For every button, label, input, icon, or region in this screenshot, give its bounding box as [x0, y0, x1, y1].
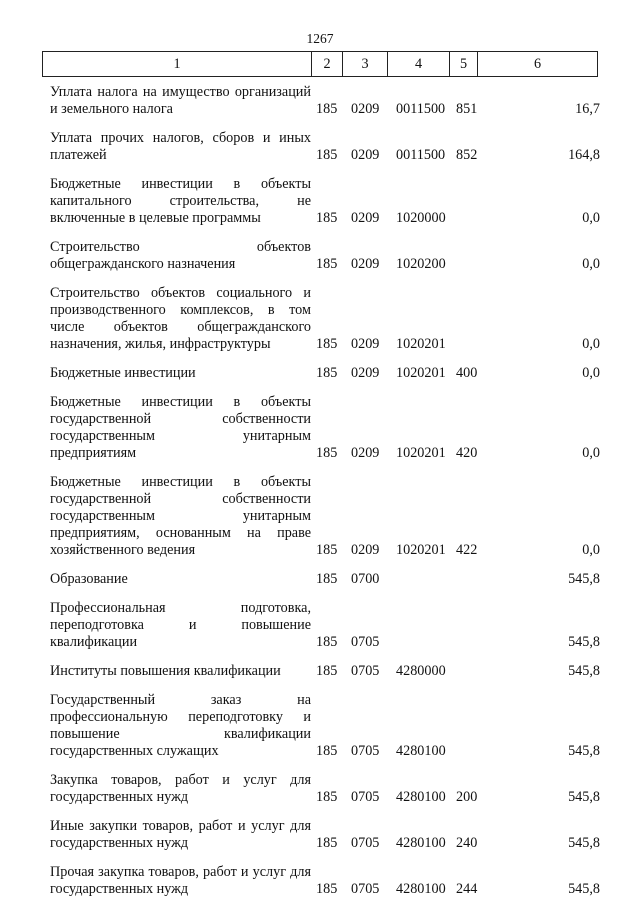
row-col-5: 244: [456, 881, 478, 897]
row-col-4: 1020201: [396, 365, 446, 381]
row-col-3: 0705: [351, 634, 380, 650]
row-col-3: 0705: [351, 663, 380, 679]
row-col-4: 1020201: [396, 445, 446, 461]
row-col-2: 185: [316, 336, 338, 352]
row-col-4: 4280100: [396, 789, 446, 805]
row-name: Иные закупки товаров, работ и услуг для государственных нужд: [50, 818, 311, 851]
row-col-5: 200: [456, 789, 478, 805]
table-row: [0, 365, 640, 382]
row-name: Бюджетные инвестиции в объекты капитального строительства, не включенные в целевые программы: [50, 176, 311, 226]
row-col-3: 0209: [351, 256, 380, 272]
table-row: [0, 285, 640, 353]
row-col-4: 1020200: [396, 256, 446, 272]
row-name: Уплата прочих налогов, сборов и иных платежей: [50, 130, 311, 163]
row-col-2: 185: [316, 147, 338, 163]
row-name: Бюджетные инвестиции в объекты государственной собственности государственным унитарным предприятиям: [50, 394, 311, 461]
row-col-3: 0209: [351, 365, 380, 381]
row-name: Бюджетные инвестиции: [50, 365, 196, 381]
row-col-3: 0700: [351, 571, 380, 587]
row-col-3: 0209: [351, 210, 380, 226]
row-col-3: 0705: [351, 743, 380, 759]
header-col-2: 2: [312, 52, 343, 76]
table-row: [0, 239, 640, 273]
row-col-5: 422: [456, 542, 478, 558]
table-header: [42, 51, 598, 77]
row-col-2: 185: [316, 634, 338, 650]
row-col-2: 185: [316, 542, 338, 558]
header-col-4: 4: [388, 52, 450, 76]
row-col-6: 545,8: [568, 743, 600, 759]
table-row: [0, 394, 640, 462]
header-col-3: 3: [343, 52, 388, 76]
row-col-4: 0011500: [396, 147, 446, 163]
row-col-2: 185: [316, 743, 338, 759]
row-name: Государственный заказ на профессиональную переподготовку и повышение квалификации государственных служащих: [50, 692, 311, 759]
row-col-2: 185: [316, 101, 338, 117]
row-col-5: 240: [456, 835, 478, 851]
row-col-5: 400: [456, 365, 478, 381]
row-name: Институты повышения квалификации: [50, 663, 281, 679]
row-col-6: 545,8: [568, 789, 600, 805]
row-name: Бюджетные инвестиции в объекты государственной собственности государственным унитарным предприятиям, основанным на праве хозяйственного ведения: [50, 474, 311, 558]
row-name: Профессиональная подготовка, переподготовка и повышение квалификации: [50, 600, 311, 650]
table-row: [0, 571, 640, 588]
header-col-6: 6: [533, 55, 542, 72]
row-col-6: 545,8: [568, 663, 600, 679]
row-col-2: 185: [316, 210, 338, 226]
table-row: [0, 772, 640, 806]
row-col-2: 185: [316, 571, 338, 587]
row-col-3: 0705: [351, 881, 380, 897]
table-row: [0, 176, 640, 227]
row-col-4: 4280100: [396, 881, 446, 897]
row-col-6: 0,0: [582, 445, 600, 461]
table-row: [0, 130, 640, 164]
table-row: [0, 84, 640, 118]
row-col-3: 0209: [351, 542, 380, 558]
row-col-5: 420: [456, 445, 478, 461]
row-col-6: 0,0: [582, 336, 600, 352]
row-col-6: 16,7: [575, 101, 600, 117]
table-row: [0, 600, 640, 651]
row-name: Строительство объектов социального и производственного комплексов, в том числе объектов общегражданского назначения, жилья, инфраструктуры: [50, 285, 311, 352]
row-name: Прочая закупка товаров, работ и услуг для государственных нужд: [50, 864, 311, 897]
row-col-6: 0,0: [582, 210, 600, 226]
page-number: 1267: [306, 31, 334, 46]
table-row: [0, 663, 640, 680]
row-col-6: 545,8: [568, 835, 600, 851]
row-col-6: 545,8: [568, 881, 600, 897]
table-body: [0, 84, 640, 910]
row-name: Уплата налога на имущество организаций и земельного налога: [50, 84, 311, 117]
row-col-3: 0209: [351, 101, 380, 117]
row-col-4: 4280000: [396, 663, 446, 679]
row-col-2: 185: [316, 663, 338, 679]
table-row: [0, 818, 640, 852]
row-col-6: 545,8: [568, 634, 600, 650]
row-col-3: 0209: [351, 445, 380, 461]
row-col-5: 851: [456, 101, 478, 117]
table-row: [0, 692, 640, 760]
row-col-3: 0705: [351, 789, 380, 805]
row-col-3: 0209: [351, 147, 380, 163]
row-col-6: 0,0: [582, 365, 600, 381]
row-col-2: 185: [316, 256, 338, 272]
row-col-5: 852: [456, 147, 478, 163]
row-col-2: 185: [316, 365, 338, 381]
row-col-4: 0011500: [396, 101, 446, 117]
row-col-4: 1020000: [396, 210, 446, 226]
row-col-4: 4280100: [396, 835, 446, 851]
table-row: [0, 474, 640, 559]
row-col-2: 185: [316, 445, 338, 461]
row-col-6: 0,0: [582, 256, 600, 272]
row-name: Закупка товаров, работ и услуг для государственных нужд: [50, 772, 311, 805]
header-col-1: 1: [43, 52, 312, 76]
row-col-4: 4280100: [396, 743, 446, 759]
row-col-6: 545,8: [568, 571, 600, 587]
row-col-3: 0705: [351, 835, 380, 851]
row-col-6: 0,0: [582, 542, 600, 558]
row-name: Строительство объектов общегражданского назначения: [50, 239, 311, 272]
row-col-4: 1020201: [396, 336, 446, 352]
header-col-5: 5: [450, 52, 478, 76]
row-col-2: 185: [316, 835, 338, 851]
row-col-2: 185: [316, 789, 338, 805]
row-col-4: 1020201: [396, 542, 446, 558]
row-name: Образование: [50, 571, 128, 587]
table-row: [0, 864, 640, 898]
row-col-6: 164,8: [568, 147, 600, 163]
row-col-2: 185: [316, 881, 338, 897]
row-col-3: 0209: [351, 336, 380, 352]
